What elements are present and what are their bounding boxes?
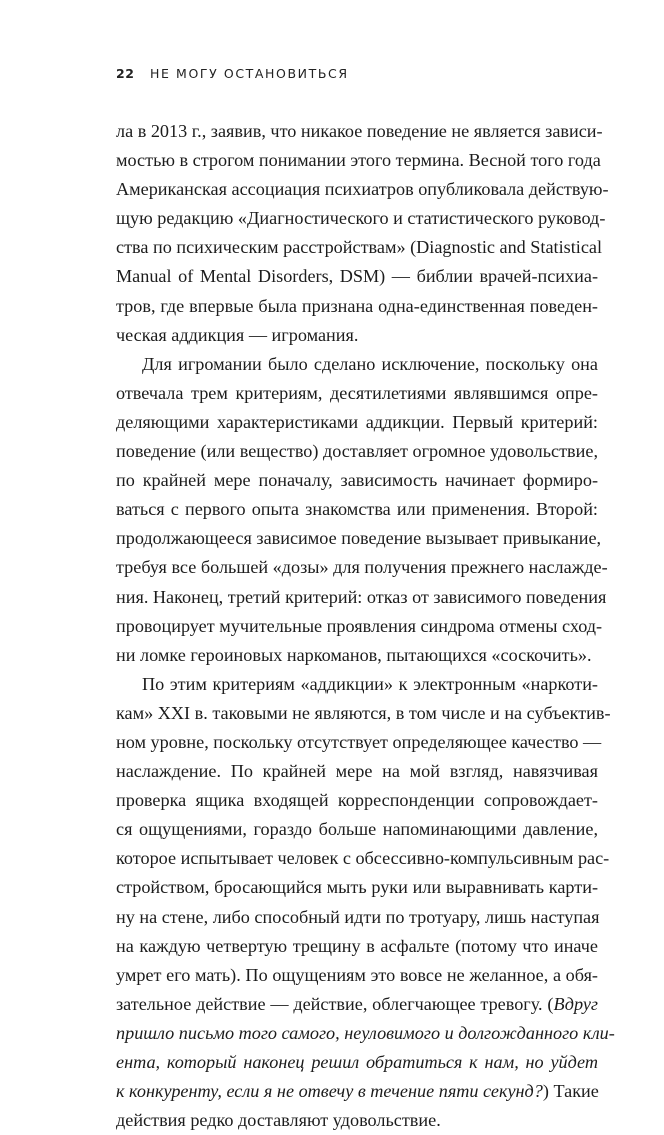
italic-segment: к конкуренту, если я не отвечу в течение пяти секунд?: [116, 1081, 543, 1102]
text-line: которое испытывает человек с обсессивно-компульсивным рас-: [116, 848, 610, 869]
text-line: Для игромании было сделано исключение, поскольку она: [142, 353, 598, 374]
text-line: ну на стене, либо способный идти по тротуару, лишь наступая: [116, 906, 600, 927]
text-line: наслаждение. По крайней мере на мой взгляд, навязчивая: [116, 761, 598, 782]
text-line: отвечала трем критериям, десятилетиями являвшимся опре-: [116, 382, 598, 403]
text-line: деляющими характеристиками аддикции. Первый критерий:: [116, 411, 598, 432]
text-line: действия редко доставляют удовольствие.: [116, 1110, 441, 1131]
text-line: проверка ящика входящей корреспонденции сопровождает-: [116, 790, 598, 811]
text-line: ни ломке героиновых наркоманов, пытающихся «соскочить».: [116, 644, 592, 665]
text-segment: ) Такие: [542, 1081, 599, 1102]
text-line: мостью в строгом понимании этого термина. Весной того года: [116, 150, 601, 171]
text-line: требуя все большей «дозы» для получения прежнего наслажде-: [116, 557, 608, 578]
italic-segment: ента, который наконец решил обратиться к нам, но уйдет: [116, 1052, 598, 1072]
text-line: кам» XXI в. таковыми не являются, в том числе и на субъектив-: [116, 702, 611, 723]
italic-text-line: [116, 1048, 598, 1077]
text-line: ла в 2013 г., заявив, что никакое поведение не является зависи-: [116, 121, 603, 141]
text-line: провоцирует мучительные проявления синдрома отмены сход-: [116, 615, 603, 636]
text-line: по крайней мере поначалу, зависимость начинает формиро-: [116, 470, 598, 491]
page-number: 22: [116, 66, 135, 81]
body-text: [116, 117, 615, 1135]
text-line: По этим критериям «аддикции» к электронным «наркоти-: [142, 673, 598, 694]
italic-text-line: [116, 1019, 615, 1048]
text-line: на каждую четвертую трещину в асфальте (потому что иначе: [116, 935, 598, 956]
text-segment: зательное действие — действие, облегчающее тревогу. (: [116, 993, 554, 1014]
paragraph-3: [116, 670, 615, 1135]
text-line: продолжающееся зависимое поведение вызывает привыкание,: [116, 528, 602, 549]
text-line: ства по психическим расстройствам» (Diagnostic and Statistical: [116, 237, 603, 258]
text-line: Американская ассоциация психиатров опубликовала действую-: [116, 179, 609, 200]
paragraph-2: [116, 350, 608, 670]
text-line: ваться с первого опыта знакомства или применения. Второй:: [116, 499, 598, 520]
text-line-mixed: [116, 1077, 598, 1106]
text-line: поведение (или вещество) доставляет огромное удовольствие,: [116, 441, 598, 462]
paragraph-1: [116, 117, 609, 350]
text-line: ния. Наконец, третий критерий: отказ от зависимого поведения: [116, 586, 607, 607]
text-line-mixed: [116, 990, 598, 1019]
text-line: Manual of Mental Disorders, DSM) — библии врачей-психиа-: [116, 266, 598, 287]
text-line: тров, где впервые была признана одна-единственная поведен-: [116, 295, 598, 316]
text-line: стройством, бросающийся мыть руки или выравнивать карти-: [116, 877, 598, 898]
running-head: [116, 66, 349, 81]
text-line: ческая аддикция — игромания.: [116, 324, 359, 345]
italic-segment: пришло письмо того самого, неуловимого и долгожданного кли-: [116, 1022, 615, 1043]
text-line: ном уровне, поскольку отсутствует определяющее качество —: [116, 731, 602, 752]
chapter-title: НЕ МОГУ ОСТАНОВИТЬСЯ: [149, 66, 349, 81]
text-line: умрет его мать). По ощущениям это вовсе не желанное, а обя-: [116, 964, 598, 985]
text-line: ся ощущениями, гораздо больше напоминающими давление,: [116, 819, 598, 840]
text-line: щую редакцию «Диагностического и статистического руковод-: [116, 208, 606, 229]
italic-segment: Вдруг: [553, 993, 598, 1014]
